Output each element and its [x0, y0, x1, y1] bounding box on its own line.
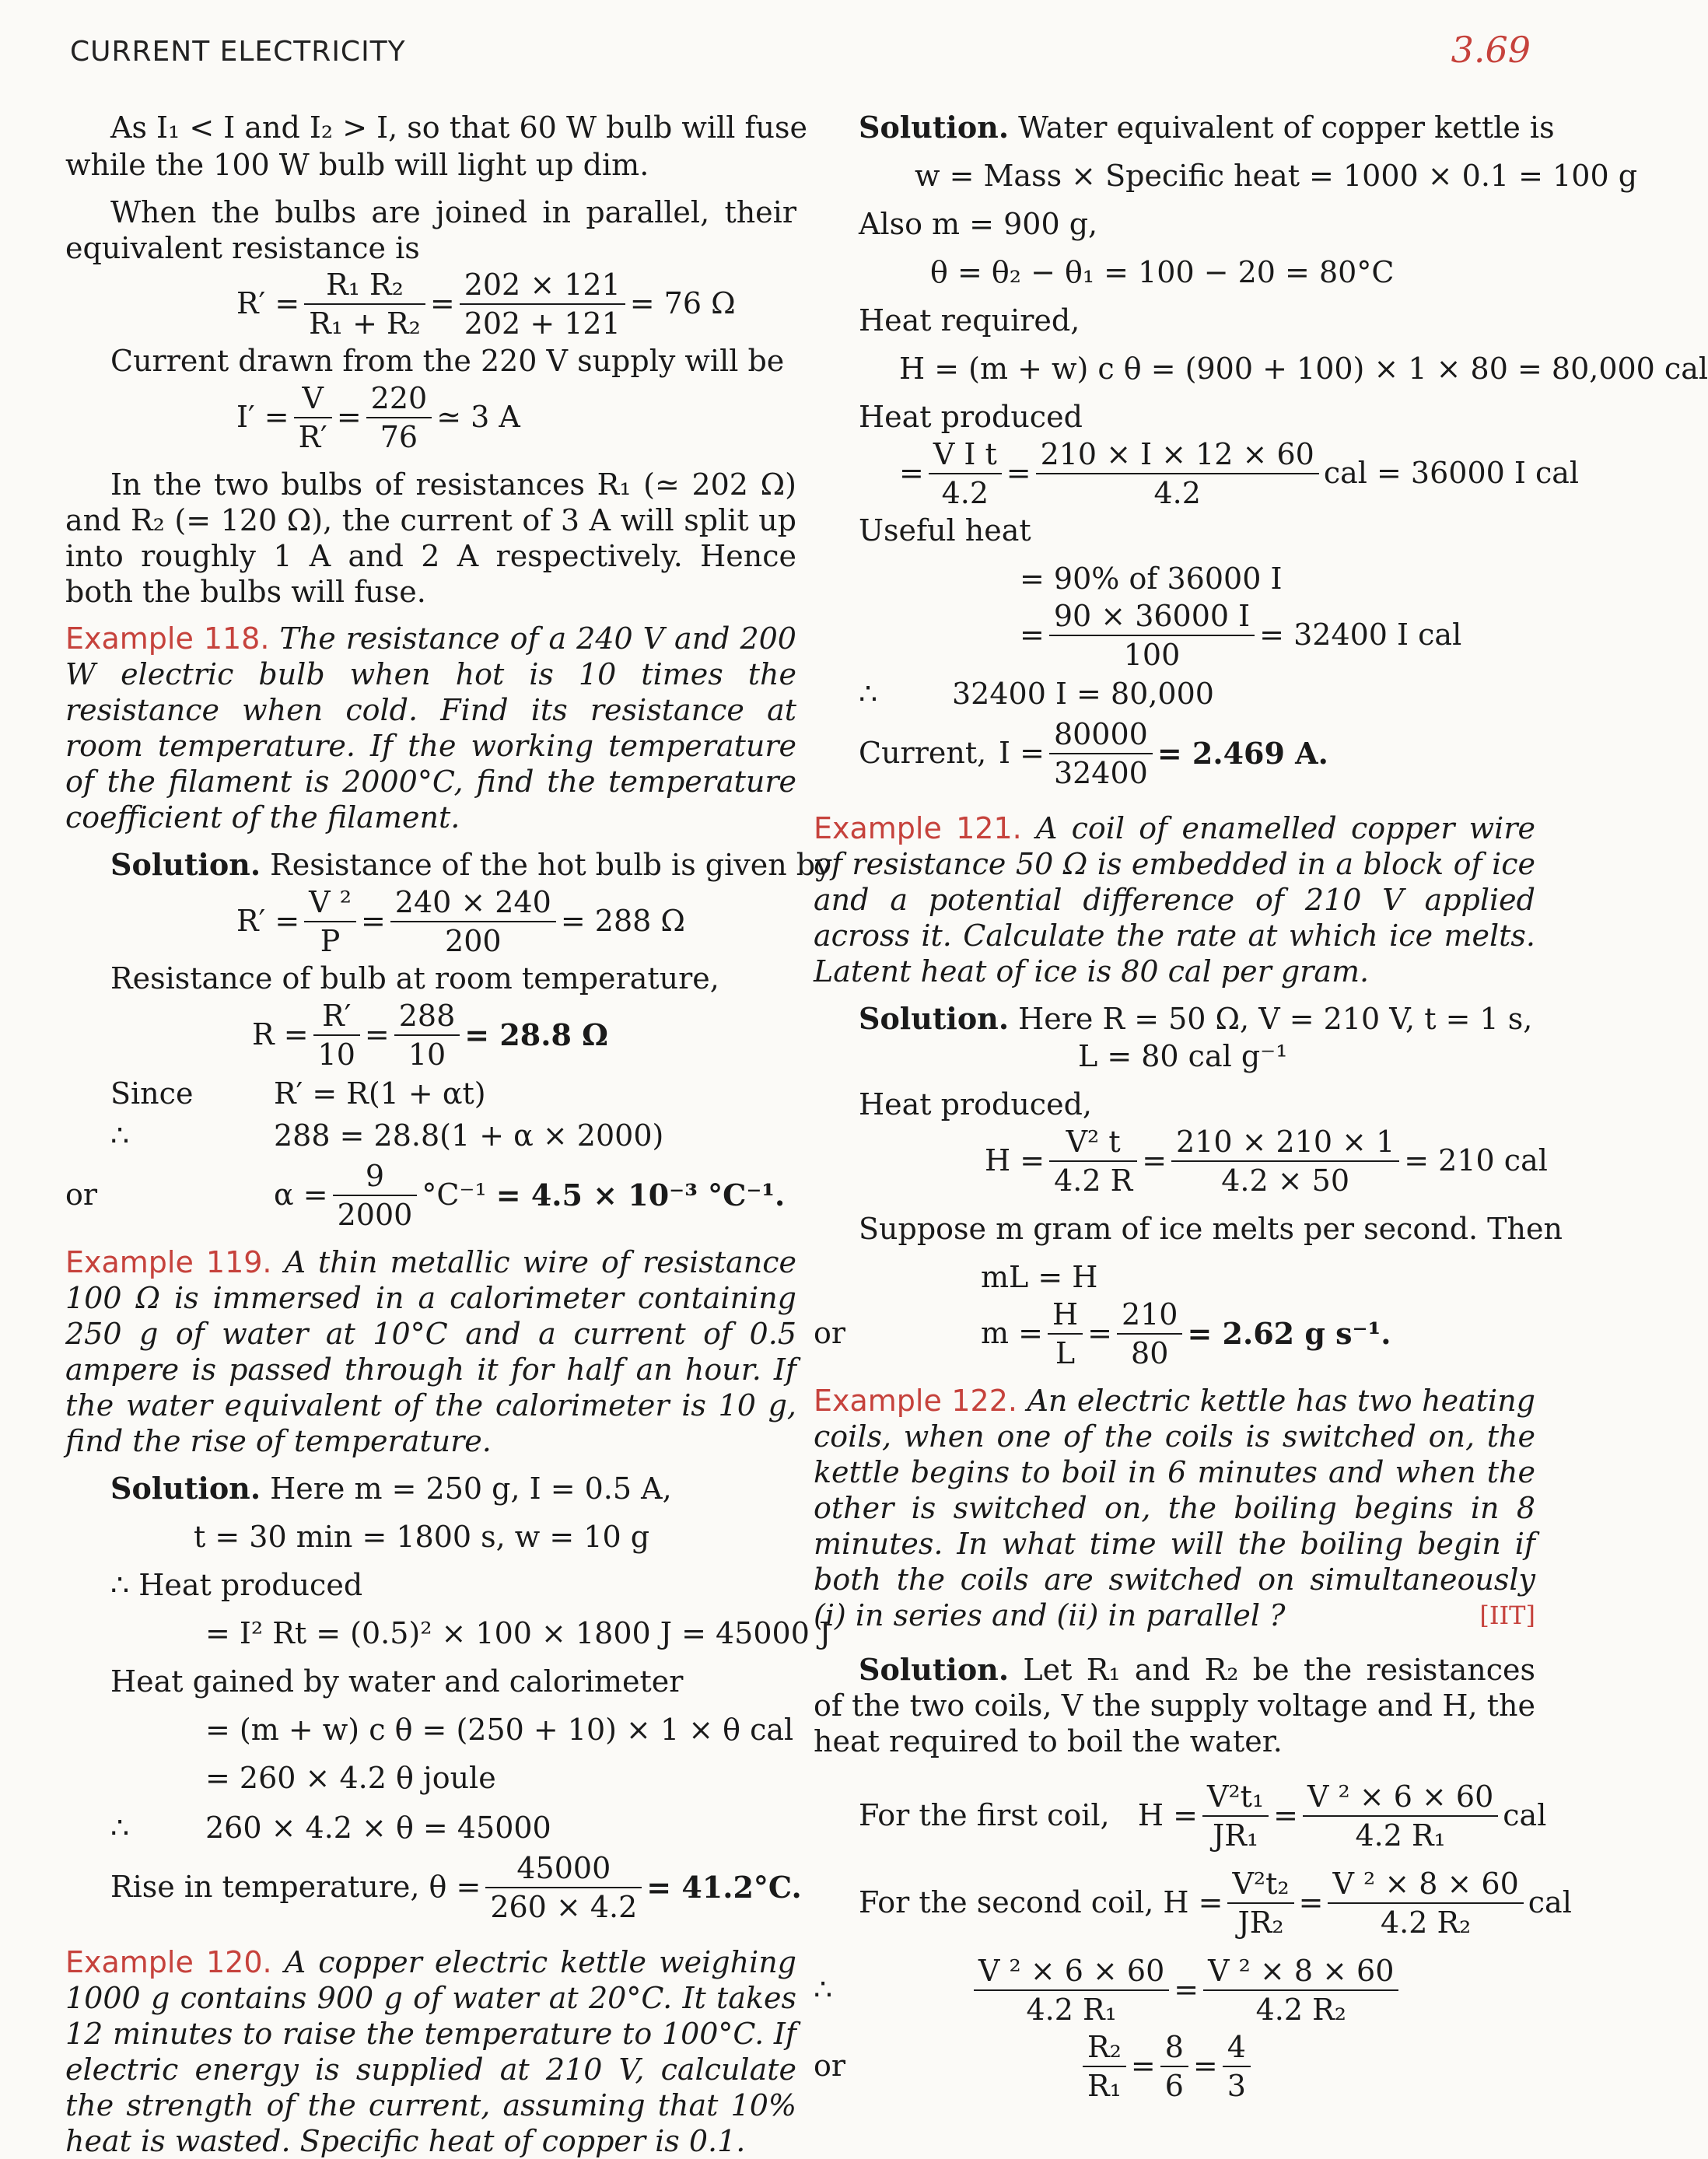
equation: R = $\frac{R'}{10}$ = $\frac{288}{10}$ = 28.8 Ω	[252, 999, 608, 1072]
equation: R′ = $\frac{\text{V ²}}{P}$ = $\frac{240 \times 240}{200}$ = 288 Ω	[236, 885, 685, 958]
eq-lhs: R =	[252, 1017, 309, 1052]
fraction	[390, 884, 556, 960]
eq-line: Heat required,	[859, 303, 1080, 338]
example-label: Example 122.	[814, 1384, 1017, 1418]
denominator: 4.2 × 50	[1221, 1163, 1350, 1198]
denominator: 4.2 R₁	[1026, 1993, 1117, 2027]
fraction	[1049, 1123, 1137, 1199]
left-column	[65, 109, 832, 2159]
example-120	[65, 1944, 796, 2159]
example-text: The resistance of a 240 V and 200 W electric bulb when hot is 10 times the resistance when cold. Find its resistance at room temperature. If the working temperature of the filament is 2000°C, find the temperature coefficient of the filament.	[65, 621, 796, 835]
eq-label: Current,	[859, 736, 987, 771]
numerator: 8	[1160, 2028, 1188, 2067]
text-line: Current drawn from the 220 V supply will be	[110, 344, 785, 378]
fraction	[1203, 1952, 1398, 2028]
eq-line: = I² Rt = (0.5)² × 100 × 1800 J = 45000 J	[205, 1616, 831, 1650]
equation	[65, 1115, 796, 1157]
eq-lhs: R′ =	[236, 904, 300, 939]
eq-line: Heat produced	[859, 400, 1083, 434]
equation	[814, 674, 1535, 716]
eq-unit: cal	[1528, 1885, 1572, 1920]
example-119	[65, 1244, 796, 1459]
eq-result: cal = 36000 I cal	[1323, 456, 1580, 491]
eq-line: ∴ Heat produced	[110, 1568, 363, 1602]
denominator: 32400	[1053, 756, 1148, 790]
paragraph: When the bulbs are joined in parallel, their equivalent resistance is	[65, 195, 796, 265]
eq-line: Heat gained by water and calorimeter	[110, 1664, 684, 1699]
example-label: Example 120.	[65, 1945, 272, 1979]
paragraph: In the two bulbs of resistances R₁ (≃ 202 Ω) and R₂ (= 120 Ω), the current of 3 A will split up into roughly 1 A and 2 A respectively. Hence both the bulbs will fuse.	[65, 467, 796, 609]
fraction	[304, 266, 425, 342]
equation: = $\frac{\text{V I t}}{4.2}$ = $\frac{210 \times I \times 12 \times 60}{4.2}$ cal = 36000 I cal	[899, 437, 1580, 510]
eq-line: = 90% of 36000 I	[1020, 562, 1283, 596]
numerator: V ² × 6 × 60	[1303, 1778, 1498, 1817]
eq-line: Useful heat	[859, 513, 1031, 548]
solution-line	[65, 846, 832, 884]
denominator: R′	[298, 420, 327, 454]
eq-result: = 32400 I cal	[1259, 618, 1462, 653]
numerator: V	[294, 380, 332, 418]
equation: For the first coil, H = $\frac{\text{V²t₁}}{\text{JR₁}}$ = $\frac{\text{V ² × 6 × 60}}{\text{4.2 R₁}}$ cal	[859, 1779, 1547, 1853]
since-label: Since	[110, 1076, 194, 1111]
fraction	[974, 1952, 1169, 2028]
eq-line: θ = θ₂ − θ₁ = 100 − 20 = 80°C	[930, 255, 1395, 289]
denominator: 10	[408, 1038, 446, 1072]
eq-lhs: I =	[999, 736, 1045, 771]
equation	[65, 1807, 796, 1849]
denominator: 4.2	[941, 476, 989, 510]
example-label: Example 119.	[65, 1245, 272, 1279]
denominator: 2000	[337, 1198, 413, 1232]
eq-line: H = (m + w) c θ = (900 + 100) × 1 × 80 = 80,000 cal	[899, 352, 1708, 386]
solution-line	[65, 1470, 796, 1507]
denominator: R₁ + R₂	[309, 306, 421, 341]
therefore-symbol: ∴	[859, 677, 878, 712]
example-121	[814, 810, 1535, 989]
solution-text: Here R = 50 Ω, V = 210 V, t = 1 s,	[1018, 1002, 1533, 1036]
fraction	[1049, 716, 1153, 792]
fraction	[1223, 2028, 1251, 2105]
solution-label: Solution.	[110, 847, 261, 882]
solution-line	[814, 109, 1555, 146]
fraction	[313, 997, 360, 1073]
eq-lhs: H =	[985, 1143, 1045, 1178]
text-line: As I₁ < I and I₂ > I, so that 60 W bulb will fuse	[110, 110, 808, 145]
solution-label: Solution.	[859, 110, 1010, 145]
numerator: V ² × 8 × 60	[1203, 1952, 1398, 1991]
eq-line: Also m = 900 g,	[859, 207, 1098, 241]
fraction	[1160, 2028, 1188, 2105]
numerator: V²t₁	[1202, 1778, 1269, 1817]
therefore-symbol: ∴	[110, 1811, 130, 1846]
denominator: 4.2 R₂	[1380, 1905, 1472, 1940]
equals-sign: =	[1174, 1972, 1199, 2007]
fraction	[485, 1849, 642, 1926]
eq-line: L = 80 cal g⁻¹	[1078, 1039, 1288, 1073]
eq-line: = (m + w) c θ = (250 + 10) × 1 × θ cal	[205, 1713, 794, 1747]
solution-label: Solution.	[859, 1652, 1010, 1687]
equation: R′ = $\frac{\text{R₁ R₂}}{\text{R₁ + R₂}}$ = $\frac{202 \times 121}{202 + 121}$ = 76 Ω	[236, 268, 736, 341]
denominator: JR₁	[1213, 1818, 1259, 1853]
solution-text: Let R₁ and R₂ be the resistances of the two coils, V the supply voltage and H, the heat required to boil the water.	[814, 1653, 1535, 1758]
example-122	[814, 1383, 1535, 1633]
eq-line: = 260 × 4.2 θ joule	[205, 1761, 496, 1795]
numerator: V ² × 8 × 60	[1328, 1865, 1523, 1904]
numerator: 210 × I × 12 × 60	[1036, 436, 1319, 474]
denominator: 4.2	[1153, 476, 1201, 510]
numerator: H	[1048, 1296, 1083, 1335]
eq-result: = 288 Ω	[560, 904, 685, 939]
eq-lhs: H =	[1137, 1798, 1198, 1833]
therefore-symbol: ∴	[110, 1118, 130, 1153]
eq-lhs: R′ =	[236, 286, 300, 321]
equation	[65, 1157, 796, 1233]
or-label: or	[814, 1316, 846, 1351]
numerator: 45000	[485, 1849, 642, 1888]
denominator: 4.2 R	[1054, 1163, 1133, 1198]
eq-lhs: α =	[274, 1177, 328, 1212]
numerator: 210	[1117, 1296, 1183, 1335]
denominator: 200	[445, 924, 502, 958]
solution-label: Solution.	[859, 1001, 1010, 1036]
fraction	[460, 266, 625, 342]
equation	[65, 1849, 802, 1926]
equation: H = $\frac{\text{V² t}}{4.2 R}$ = $\frac{210 \times 210 \times 1}{4.2 \times 50}$ = 210 cal	[985, 1125, 1548, 1198]
right-column	[814, 109, 1708, 2105]
solution-text: Resistance of the hot bulb is given by	[270, 848, 832, 882]
fraction	[394, 997, 460, 1073]
numerator: 240 × 240	[390, 884, 556, 922]
solution-paragraph	[814, 1652, 1535, 1759]
equation	[814, 1952, 1535, 2028]
equation: I′ = $\frac{V}{R'}$ = $\frac{220}{76}$ ≃ 3 A	[236, 381, 520, 454]
eq-line: w = Mass × Specific heat = 1000 × 0.1 = 100 g	[915, 159, 1638, 193]
equation: = $\frac{90 \times 36000 I}{100}$ = 32400 I cal	[1020, 599, 1462, 672]
fraction	[1171, 1123, 1399, 1199]
denominator: 4.2 R₂	[1255, 1993, 1346, 2027]
numerator: R₂	[1083, 2028, 1126, 2067]
or-label: or	[65, 1177, 98, 1212]
denominator: L	[1055, 1336, 1076, 1370]
example-text: An electric kettle has two heating coils, when one of the coils is switched on, the kettle begins to boil in 6 minutes and when the other is switched on, the boiling begins in 8 minutes. In what time will the boiling begin if both the coils are switched on simultaneously (i) in series and (ii) in parallel ?	[814, 1384, 1535, 1632]
example-text: A coil of enamelled copper wire of resistance 50 Ω is embedded in a block of ice and a potential difference of 210 V applied across it. Calculate the rate at which ice melts. Latent heat of ice is 80 cal per gram.	[814, 811, 1535, 989]
denominator: 100	[1123, 638, 1181, 672]
numerator: V² t	[1049, 1123, 1137, 1162]
solution-line	[814, 1000, 1535, 1038]
numerator: 9	[333, 1157, 418, 1196]
eq-line: t = 30 min = 1800 s, w = 10 g	[194, 1520, 650, 1554]
text-line: Resistance of bulb at room temperature,	[110, 961, 719, 996]
numerator: 202 × 121	[460, 266, 625, 305]
fraction	[1227, 1865, 1293, 1941]
fraction	[304, 884, 356, 960]
fraction	[333, 1157, 418, 1233]
equals-sign: =	[1192, 2049, 1218, 2084]
denominator: 4.2 R₁	[1355, 1818, 1446, 1853]
fraction	[1036, 436, 1319, 512]
fraction	[294, 380, 332, 456]
fraction	[1328, 1865, 1523, 1941]
solution-text: Here m = 250 g, I = 0.5 A,	[270, 1471, 672, 1506]
numerator: 288	[394, 997, 460, 1036]
denominator: R₁	[1087, 2069, 1122, 2103]
eq-line: mL = H	[981, 1260, 1098, 1294]
fraction	[1049, 597, 1255, 674]
source-reference: [IIT]	[1479, 1601, 1535, 1630]
eq-text: 288 = 28.8(1 + α × 2000)	[274, 1118, 664, 1153]
text-line: while the 100 W bulb will light up dim.	[65, 148, 649, 182]
equation: or m = $\frac{H}{L}$ = $\frac{210}{80}$ = 2.62 g s⁻¹.	[814, 1297, 1391, 1370]
eq-result: = 76 Ω	[629, 286, 736, 321]
denominator: 260 × 4.2	[490, 1890, 638, 1924]
eq-text: 32400 I = 80,000	[952, 677, 1214, 712]
eq-label: For the first coil,	[859, 1798, 1110, 1833]
numerator: R′	[313, 997, 360, 1036]
eq-text: 260 × 4.2 × θ = 45000	[205, 1811, 551, 1846]
therefore-symbol: ∴	[814, 1972, 833, 2007]
solution-text: Water equivalent of copper kettle is	[1018, 110, 1555, 145]
numerator: 210 × 210 × 1	[1171, 1123, 1399, 1162]
eq-result: = 28.8 Ω	[464, 1017, 608, 1053]
denominator: 80	[1131, 1336, 1169, 1370]
example-text: A thin metallic wire of resistance 100 Ω is immersed in a calorimeter containing 250 g of water at 10°C and a current of 0.5 ampere is passed through it for half an hour. If the water equivalent of the calorimeter is 10 g, find the rise of temperature.	[65, 1245, 797, 1458]
eq-lhs: m =	[981, 1316, 1043, 1351]
eq-result: = 2.62 g s⁻¹.	[1187, 1316, 1391, 1352]
eq-line: Heat produced,	[859, 1087, 1092, 1121]
eq-unit: cal	[1503, 1798, 1547, 1833]
eq-unit: °C⁻¹	[422, 1177, 487, 1212]
fraction	[366, 380, 432, 456]
fraction	[1202, 1778, 1269, 1854]
denominator: JR₂	[1237, 1905, 1284, 1940]
eq-lhs: Rise in temperature, θ =	[110, 1870, 481, 1905]
numerator: R₁ R₂	[304, 266, 425, 305]
eq-result: = 4.5 × 10⁻³ °C⁻¹.	[495, 1177, 786, 1213]
numerator: 90 × 36000 I	[1049, 597, 1255, 636]
equals-sign: =	[1130, 2049, 1156, 2084]
numerator: V I t	[929, 436, 1002, 474]
example-text: A copper electric kettle weighing 1000 g contains 900 g of water at 20°C. It takes 12 minutes to raise the temperature to 100°C. If electric energy is supplied at 210 V, calculate the strength of the current, assuming that 10% heat is wasted. Specific heat of copper is 0.1.	[65, 1945, 796, 2158]
example-label: Example 118.	[65, 621, 270, 656]
eq-line: Suppose m gram of ice melts per second. Then	[859, 1212, 1563, 1246]
eq-label: For the second coil,	[859, 1885, 1154, 1920]
page-number: 3.69	[1451, 29, 1531, 71]
eq-text: R′ = R(1 + αt)	[274, 1076, 486, 1111]
equation	[814, 2028, 1535, 2105]
fraction	[1303, 1778, 1498, 1854]
or-label: or	[814, 2049, 846, 2084]
eq-result: = 41.2°C.	[646, 1870, 802, 1905]
example-label: Example 121.	[814, 811, 1022, 845]
solution-label: Solution.	[110, 1471, 261, 1506]
denominator: 76	[380, 420, 418, 454]
denominator: 10	[317, 1038, 355, 1072]
example-118	[65, 621, 796, 835]
equation	[65, 1073, 796, 1115]
running-head: CURRENT ELECTRICITY	[70, 36, 406, 68]
numerator: 80000	[1049, 716, 1153, 754]
fraction	[1083, 2028, 1126, 2105]
eq-result: = 210 cal	[1404, 1143, 1548, 1178]
eq-result: ≃ 3 A	[436, 400, 520, 435]
numerator: V ²	[304, 884, 356, 922]
eq-lhs: I′ =	[236, 400, 289, 435]
equation	[814, 716, 1535, 792]
numerator: 220	[366, 380, 432, 418]
denominator: P	[320, 924, 341, 958]
denominator: 202 + 121	[464, 306, 621, 341]
fraction	[1117, 1296, 1183, 1372]
numerator: 4	[1223, 2028, 1251, 2067]
equation: For the second coil, H = $\frac{\text{V²t₂}}{\text{JR₂}}$ = $\frac{\text{V ² × 8 × 60}}{\text{4.2 R₂}}$ cal	[859, 1867, 1572, 1940]
eq-result: = 2.469 A.	[1157, 736, 1328, 772]
numerator: V²t₂	[1227, 1865, 1293, 1904]
numerator: V ² × 6 × 60	[974, 1952, 1169, 1991]
eq-lhs: H =	[1163, 1885, 1223, 1920]
denominator: 3	[1227, 2069, 1246, 2103]
fraction	[929, 436, 1002, 512]
denominator: 6	[1164, 2069, 1184, 2103]
fraction	[1048, 1296, 1083, 1372]
